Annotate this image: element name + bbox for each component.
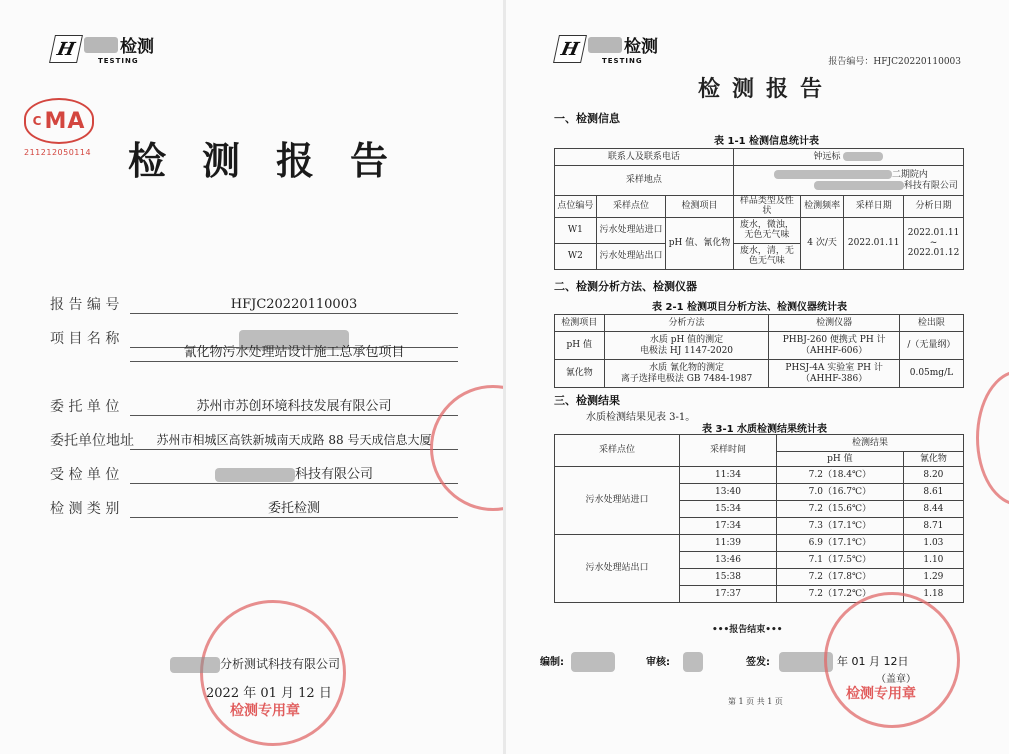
table-cell: 6.9（17.1℃） — [777, 535, 904, 552]
site-value-1: 二期院内 — [891, 170, 928, 181]
table-header: 采样点位 — [555, 435, 680, 467]
field-label: 委 托 单 位 — [50, 399, 120, 415]
table-cell: 污水处理站出口 — [555, 535, 680, 603]
field-client-address — [50, 430, 470, 450]
site-value-2: 科技有限公司 — [903, 180, 958, 191]
table-cell: W2 — [555, 243, 597, 269]
report-number: 报告编号：HFJC20220110003 — [828, 57, 961, 67]
cma-number: 211212050114 — [24, 148, 92, 157]
logo-mark-icon: H — [49, 35, 83, 63]
table-cell: 17:34 — [680, 518, 777, 535]
method-line: 水质 氰化物的测定 — [649, 363, 724, 374]
section-heading: 一、检测信息 — [554, 112, 620, 125]
results-table — [554, 434, 964, 603]
field-label: 委托单位地址 — [50, 433, 134, 449]
field-value: 科技有限公司 — [294, 467, 373, 482]
seal-text: 检测专用章 — [846, 686, 916, 702]
company-logo — [52, 32, 154, 65]
table-cell — [769, 332, 899, 360]
logo-name-suffix: 检测 — [624, 37, 658, 57]
table-cell — [604, 332, 769, 360]
editor-field — [540, 652, 615, 672]
info-table — [554, 148, 964, 270]
table-cell — [769, 360, 899, 388]
analysis-date-sep: ~ — [929, 238, 938, 249]
table-cell: 8.71 — [903, 518, 963, 535]
edge-seal — [976, 370, 1009, 506]
table-cell: 污水处理站进口 — [596, 217, 665, 243]
table-cell — [733, 149, 963, 166]
analysis-date-to: 2022.01.12 — [907, 248, 960, 259]
table-cell: 17:37 — [680, 586, 777, 603]
table-cell: pH 值、氰化物 — [666, 217, 734, 269]
table-cell: 8.61 — [903, 484, 963, 501]
report-detail-page — [506, 0, 1009, 754]
analysis-date-from: 2022.01.11 — [907, 227, 960, 238]
table-cell: 7.2（17.8℃） — [777, 569, 904, 586]
table-header: 检测仪器 — [769, 315, 899, 332]
signature-company-text: 分析测试科技有限公司 — [220, 657, 341, 671]
report-title: 检测报告 — [698, 76, 835, 102]
cma-mark-letters: MA — [44, 108, 86, 134]
instrument-line: PHSJ-4A 实验室 PH 计 — [785, 363, 883, 374]
table-header: 检测项目 — [666, 196, 734, 218]
issuer-label: 签发: — [746, 657, 770, 668]
cover-title: 检测报告 — [128, 138, 425, 183]
seal-note: （盖章） — [876, 674, 916, 685]
table-cell: /（无量纲） — [899, 332, 963, 360]
logo-name-suffix: 检测 — [120, 37, 154, 57]
section-heading: 二、检测分析方法、检测仪器 — [554, 280, 697, 293]
table-cell: 4 次/天 — [800, 217, 843, 269]
table-cell: 7.1（17.5℃） — [777, 552, 904, 569]
editor-label: 编制: — [540, 657, 564, 668]
company-logo — [556, 32, 658, 65]
table-cell: 0.05mg/L — [899, 360, 963, 388]
field-report-number — [50, 294, 470, 314]
field-value: 苏州市苏创环境科技发展有限公司 — [130, 395, 458, 416]
field-value: 委托检测 — [130, 497, 458, 518]
logo-mark-icon: H — [553, 35, 587, 63]
table-cell: 1.29 — [903, 569, 963, 586]
redacted-logo-name — [588, 37, 622, 53]
field-value: 苏州市相城区高铁新城南天成路 88 号天成信息大厦 — [130, 431, 458, 450]
table-cell: 7.2（15.6℃） — [777, 501, 904, 518]
method-line: 电极法 HJ 1147-2020 — [640, 345, 734, 356]
table-caption: 表 3-1 水质检测结果统计表 — [702, 424, 828, 435]
field-value: 氰化物污水处理站设计施工总承包项目 — [130, 341, 458, 362]
instrument-line: PHBJ-260 便携式 PH 计 — [782, 335, 886, 346]
table-cell: W1 — [555, 217, 597, 243]
table-cell: 11:39 — [680, 535, 777, 552]
result-note: 水质检测结果见表 3-1。 — [586, 412, 696, 423]
field-value: HFJC20220110003 — [130, 297, 458, 314]
field-label: 项 目 名 称 — [50, 331, 120, 347]
table-header: 样品类型及性状 — [733, 196, 800, 218]
redacted-logo-name — [84, 37, 118, 53]
table-cell: 联系人及联系电话 — [555, 149, 734, 166]
logo-subtitle: TESTING — [98, 57, 139, 65]
logo-subtitle: TESTING — [602, 57, 643, 65]
table-header: 检测频率 — [800, 196, 843, 218]
table-cell: 1.03 — [903, 535, 963, 552]
report-end-text: 报告结束 — [729, 625, 766, 635]
field-inspection-type — [50, 498, 470, 518]
table-header: 点位编号 — [555, 196, 597, 218]
table-header: 检出限 — [899, 315, 963, 332]
issue-date: 年 01 月 12日 — [836, 655, 909, 668]
signature-company — [170, 655, 340, 673]
report-end: •••报告结束••• — [712, 625, 783, 635]
reviewer-label: 审核: — [646, 657, 670, 668]
table-cell: 7.3（17.1℃） — [777, 518, 904, 535]
table-header: 检测项目 — [555, 315, 605, 332]
table-cell: 2022.01.11 — [844, 217, 904, 269]
table-cell: 8.20 — [903, 467, 963, 484]
table-header: 采样时间 — [680, 435, 777, 467]
contact-value: 钟远标 — [813, 151, 841, 162]
table-header: 采样点位 — [596, 196, 665, 218]
field-inspected-unit — [50, 464, 470, 484]
field-client — [50, 396, 470, 416]
table-caption: 表 2-1 检测项目分析方法、检测仪器统计表 — [652, 302, 848, 313]
table-cell: pH 值 — [555, 332, 605, 360]
table-cell: 污水处理站出口 — [596, 243, 665, 269]
table-cell: 采样地点 — [555, 166, 734, 196]
table-header: 氰化物 — [903, 452, 963, 467]
table-cell: 1.10 — [903, 552, 963, 569]
table-header: 采样日期 — [844, 196, 904, 218]
field-label: 受 检 单 位 — [50, 467, 120, 483]
table-cell: 8.44 — [903, 501, 963, 518]
table-cell — [604, 360, 769, 388]
field-value-partial — [130, 463, 458, 484]
page-number: 第 1 页 共 1 页 — [728, 697, 783, 706]
field-label: 检 测 类 别 — [50, 501, 120, 517]
table-header: 分析方法 — [604, 315, 769, 332]
table-header: pH 值 — [777, 452, 904, 467]
table-cell: 13:40 — [680, 484, 777, 501]
section-heading: 三、检测结果 — [554, 394, 620, 407]
signature-date: 2022 年 01 月 12 日 — [206, 686, 332, 701]
table-cell: 1.18 — [903, 586, 963, 603]
table-cell: 11:34 — [680, 467, 777, 484]
inspection-seal — [200, 600, 346, 746]
table-cell: 7.0（16.7℃） — [777, 484, 904, 501]
instrument-line: （AHHF-606） — [801, 345, 868, 356]
table-cell — [733, 166, 963, 196]
method-line: 水质 pH 值的测定 — [649, 335, 724, 346]
table-cell: 15:34 — [680, 501, 777, 518]
report-cover-page — [0, 0, 503, 754]
field-label: 报 告 编 号 — [50, 297, 120, 313]
instrument-line: （AHHF-386） — [801, 373, 868, 384]
table-cell: 氰化物 — [555, 360, 605, 388]
table-cell: 废水，微浊，无色无气味 — [733, 217, 800, 243]
table-cell: 7.2（18.4℃） — [777, 467, 904, 484]
table-cell: 污水处理站进口 — [555, 467, 680, 535]
table-cell: 7.2（17.2℃） — [777, 586, 904, 603]
seal-text: 检测专用章 — [230, 703, 300, 719]
table-cell: 废水，清，无色无气味 — [733, 243, 800, 269]
reviewer-field — [646, 652, 703, 672]
method-line: 离子选择电极法 GB 7484-1987 — [620, 373, 753, 384]
table-cell — [904, 217, 964, 269]
method-table — [554, 314, 964, 388]
table-cell: 15:38 — [680, 569, 777, 586]
table-header: 分析日期 — [904, 196, 964, 218]
table-cell: 13:46 — [680, 552, 777, 569]
table-caption: 表 1-1 检测信息统计表 — [714, 136, 820, 147]
cma-mark: C MA 211212050114 — [24, 98, 96, 157]
inspection-seal — [824, 592, 960, 728]
table-header: 检测结果 — [777, 435, 964, 452]
